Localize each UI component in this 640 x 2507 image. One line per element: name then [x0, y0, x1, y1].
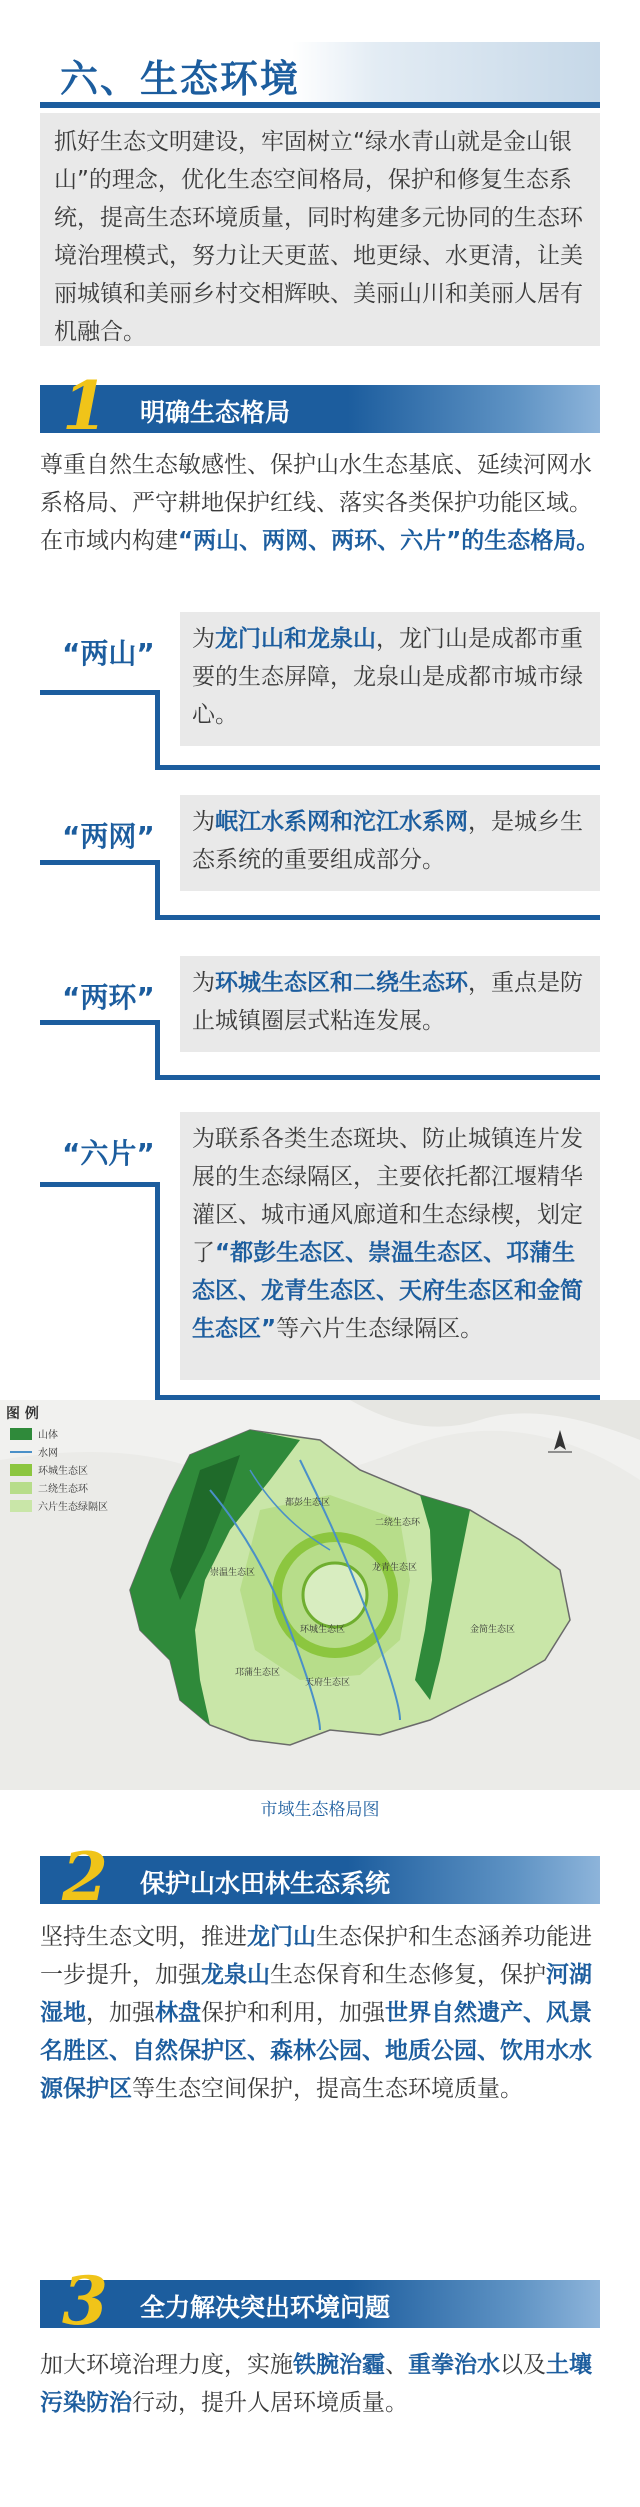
section-label: 全力解决突出环境问题: [140, 2293, 391, 2322]
item-bracket-line: [155, 860, 160, 920]
item-title-lianghuan: “两环”: [62, 981, 155, 1014]
body-text: 坚持生态文明，推进: [40, 1924, 247, 1950]
item-bracket-line: [155, 765, 600, 770]
item-bracket-line: [155, 690, 160, 770]
item-bracket-line: [40, 690, 160, 695]
map-label: 二绕生态环: [375, 1518, 421, 1528]
title-underline: [40, 102, 600, 108]
item-lead: 为: [192, 626, 215, 652]
map-label: 天府生态区: [305, 1678, 351, 1688]
item-bracket-line: [155, 1182, 160, 1400]
legend-title: 图 例: [6, 1406, 39, 1422]
item-bracket-line: [155, 915, 600, 920]
legend-swatch: [10, 1428, 32, 1440]
body-text: 生态保育和生态修复，保护: [270, 1962, 546, 1988]
highlight-text: 林盘: [155, 2000, 201, 2026]
item-box-liupian: [180, 1112, 600, 1380]
legend-swatch: [10, 1500, 32, 1512]
section1-paragraph: [40, 446, 600, 560]
item-rest: ，龙门山是成都市重要的生态屏障，龙泉山是成都市城市绿心。: [192, 626, 583, 728]
map-caption: 市域生态格局图: [260, 1800, 380, 1820]
body-text: 生态保护和生态涵养功能进一步提升，加强: [40, 1924, 592, 1988]
map-graphic: [0, 1400, 640, 1790]
legend-label: 山体: [38, 1430, 58, 1441]
body-text: 以及: [500, 2352, 546, 2378]
body-text: 等生态空间保护，提高生态环境质量。: [132, 2076, 523, 2102]
highlight-text: 龙泉山: [201, 1962, 270, 1988]
map-label: 邛蒲生态区: [235, 1668, 281, 1678]
item-lead: 为: [192, 809, 215, 835]
body-text: ，加强: [86, 2000, 155, 2026]
body-text: 加大环境治理力度，实施: [40, 2352, 293, 2378]
item-highlight: “都彭生态区、崇温生态区、邛蒲生态区、龙青生态区、天府生态区和金简生态区”: [192, 1240, 583, 1342]
highlight-text: 龙门山: [247, 1924, 316, 1950]
item-rest: ，是城乡生态系统的重要组成部分。: [192, 809, 583, 873]
highlight-text: 土壤污染防治: [40, 2352, 592, 2416]
item-highlight: 岷江水系网和沱江水系网: [215, 809, 468, 835]
item-title-liupian: “六片”: [62, 1137, 155, 1170]
section1-highlight: “两山、两网、两环、六片”的生态格局。: [178, 528, 600, 554]
item-box-liangshan: [180, 612, 600, 746]
item-bracket-line: [40, 1020, 160, 1025]
item-bracket-line: [40, 860, 160, 865]
legend-item: [10, 1464, 88, 1477]
item-lead: 为: [192, 970, 215, 996]
section-header-2: [40, 1838, 600, 1916]
intro-paragraph: 抓好生态文明建设，牢固树立“绿水青山就是金山银山”的理念，优化生态空间格局，保护和修复生态系统，提高生态环境质量，同时构建多元协同的生态环境治理模式，努力让天更蓝、地更绿、水更清，让美丽城镇和美丽乡村交相辉映、美丽山川和美丽人居有机融合。: [40, 113, 600, 346]
legend-label: 六片生态绿隔区: [38, 1502, 108, 1513]
item-bracket-line: [40, 1182, 160, 1187]
map-label: 崇温生态区: [210, 1568, 256, 1578]
item-lead: 为联系各类生态斑块、防止城镇连片发展的生态绿隔区，主要依托都江堰精华灌区、城市通风廊道和生态绿楔，划定了: [192, 1126, 583, 1266]
page-title: 六、生态环境: [60, 57, 301, 101]
legend-item: [10, 1482, 89, 1495]
item-title-liangwang: “两网”: [62, 820, 155, 853]
item-highlight: 环城生态区和二绕生态环: [215, 970, 468, 996]
map-label: 金简生态区: [470, 1625, 516, 1635]
map-label: 都彭生态区: [285, 1498, 331, 1508]
highlight-text: 铁腕治霾: [293, 2352, 385, 2378]
body-text: 行动，提升人居环境质量。: [132, 2390, 408, 2416]
item-title-liangshan: “两山”: [62, 637, 155, 670]
section1-text: 尊重自然生态敏感性、保护山水生态基底、延续河网水系格局、严守耕地保护红线、落实各类保护功能区域。在市域内构建: [40, 452, 592, 554]
legend-label: 二绕生态环: [38, 1484, 88, 1495]
legend-label: 环城生态区: [38, 1466, 88, 1477]
section-number: 1: [62, 367, 108, 445]
section-number: 3: [62, 2262, 108, 2340]
map-label: 环城生态区: [300, 1625, 346, 1635]
item-bracket-line: [155, 1075, 600, 1080]
section-label: 明确生态格局: [140, 398, 291, 427]
section-label: 保护山水田林生态系统: [140, 1869, 391, 1898]
legend-swatch: [10, 1482, 32, 1494]
item-box-lianghuan: [180, 956, 600, 1052]
ecological-map: [0, 1400, 640, 1790]
item-rest: ，重点是防止城镇圈层式粘连发展。: [192, 970, 583, 1034]
section-header-1: [40, 367, 600, 445]
highlight-text: 河湖湿地: [40, 1962, 592, 2026]
highlight-text: 重拳治水: [408, 2352, 500, 2378]
item-rest: 等六片生态绿隔区。: [276, 1316, 484, 1342]
highlight-text: 世界自然遗产、风景名胜区、自然保护区、森林公园、地质公园、饮用水水源保护区: [40, 2000, 592, 2102]
section-header-3: [40, 2262, 600, 2340]
item-bracket-line: [155, 1020, 160, 1080]
legend-swatch: [10, 1464, 32, 1476]
section-header-background: [40, 385, 600, 433]
section-number: 2: [62, 1838, 108, 1916]
item-box-liangwang: [180, 795, 600, 891]
map-label: 龙青生态区: [372, 1563, 418, 1573]
legend-item: [10, 1500, 108, 1513]
item-highlight: 龙门山和龙泉山: [215, 626, 376, 652]
legend-label: 水网: [38, 1448, 58, 1459]
section2-paragraph: [40, 1918, 600, 2108]
section3-paragraph: [40, 2346, 600, 2422]
body-text: 、: [385, 2352, 408, 2378]
page-title-block: [40, 42, 600, 102]
body-text: 保护和利用，加强: [201, 2000, 385, 2026]
